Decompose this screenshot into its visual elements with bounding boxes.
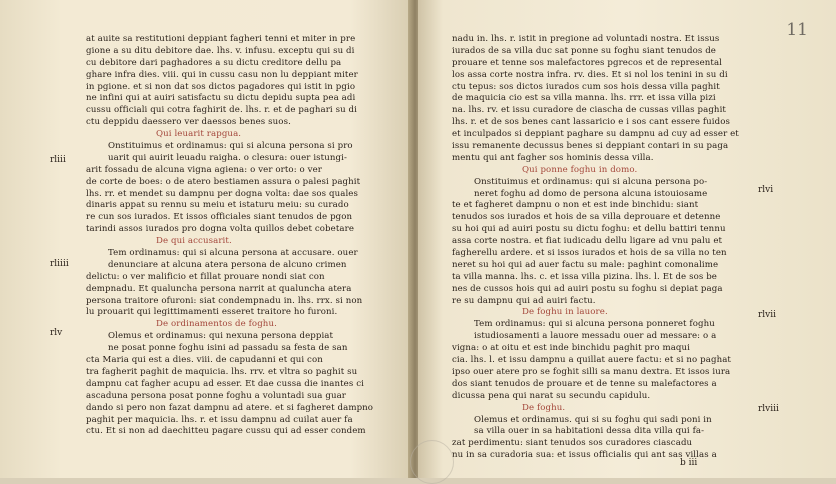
text-line: cu debitore dari paghadores a su dictu creditore dellu pa — [86, 57, 342, 68]
text-line: dinaris appat su rennu su meiu et istaturu meiu: su curado — [86, 200, 349, 211]
text-line: dando si pero non fazat dampnu ad atere. et si fagheret dampno — [86, 402, 374, 413]
text-line: neret su hoi qui ad auer factu su male: paghint comonalime — [452, 259, 719, 270]
rubric-heading: De qui accusarit. — [156, 236, 232, 247]
text-line: ctu deppidu daessero ver daessos benes suos. — [86, 117, 291, 128]
library-stamp — [410, 440, 454, 484]
text-line: sa villa ouer in sa habitationi dessa dita villa qui fa- — [474, 426, 705, 437]
text-line: at auite sa restitutioni deppiant fagheri tenni et miter in pre — [86, 34, 356, 44]
text-line: de maquicia cio est sa villa manna. lhs. rrr. et issa villa pizi — [452, 93, 716, 104]
text-line: paghit per maquicia. lhs. r. et issu dampnu ad cuilat auer fa — [86, 414, 353, 425]
text-line: delictu: o ver malificio et fillat prouare nondi siat con — [86, 271, 325, 282]
text-line: de corte de boes: o de atero bestiamen assura o palesi paghit — [86, 176, 361, 187]
text-line: te et fagheret dampnu o non et est inde binchidu: siant — [452, 200, 699, 211]
text-line: cia. lhs. l. et issu dampnu a quillat auere factu: et si no paghat — [452, 355, 731, 366]
text-line: gione a su ditu debitore dae. lhs. v. infusu. exceptu qui su di — [86, 45, 355, 56]
text-line: iurados de sa villa duc sat ponne su foghu siant tenudos de — [452, 45, 716, 56]
text-line: persona traitore ofuroni: siat condempnadu in. lhs. rrx. si non — [86, 295, 363, 306]
margin-chapter-number: rlv — [50, 328, 63, 338]
folio-number: 11 — [786, 20, 808, 40]
text-line: assa corte nostra. et fiat iudicadu dellu ligare ad vnu palu et — [452, 236, 723, 247]
text-line: cta Maria qui est a dies. viii. de capudanni et qui con — [86, 355, 323, 366]
text-line: arit fossadu de alcuna vigna agiena: o ver orto: o ver — [86, 164, 322, 175]
text-line: dampnu cat fagher acupu ad esser. Et dae cussa die inantes ci — [86, 378, 364, 389]
text-line: ne posat ponne foghu isini ad passadu sa festa de san — [108, 343, 348, 354]
text-line: nes de cussos hois qui ad auiri postu su foghu si depiat paga — [452, 283, 723, 294]
text-line: istudiosamenti a lauore messadu ouer ad messare: o a — [474, 331, 717, 342]
text-line: denunciare at alcuna atera persona de alcuno crimen — [108, 259, 347, 270]
text-line: tenudos sos iurados et hois de sa villa deprouare et detenne — [452, 212, 721, 223]
text-line: dos siant tenudos de prouare et de tenne su malefactores a — [452, 378, 717, 389]
left-page-text — [86, 34, 382, 438]
text-line: tra fagherit paghit de maquicia. lhs. rrv. et vltra so paghit su — [86, 366, 358, 377]
text-line: fagherellu ardere. et si issos iurados et hois de sa villa no ten — [452, 248, 727, 259]
rubric-heading: De foghu. — [522, 402, 566, 413]
text-line: uarit qui auirit leuadu raigha. o clesura: ouer istungi- — [108, 152, 347, 163]
margin-chapter-number: rliii — [50, 155, 66, 165]
text-line: zat perdimentu: siant tenudos sos curadores ciascadu — [452, 438, 693, 449]
text-line: ipso ouer atere pro se foghit silli sa manu dextra. Et issos iura — [452, 366, 731, 377]
signature-mark: b iii — [680, 458, 698, 468]
right-page — [418, 0, 836, 478]
text-line: ta villa manna. lhs. c. et issa villa pizina. lhs. l. Et de sos be — [452, 271, 717, 282]
text-line: nu in sa curadoria sua: et issus officialis qui ant sas villas a — [452, 450, 717, 461]
text-line: lhs. rr. et mendet su dampnu per dogna volta: dae sos quales — [86, 188, 359, 199]
margin-chapter-number: rliiii — [50, 259, 69, 269]
text-line: nadu in. lhs. r. istit in pregione ad voluntadi nostra. Et issus — [452, 34, 720, 44]
rubric-heading: De ordinamentos de foghu. — [156, 319, 277, 330]
text-line: cussu officiali qui cotra faghirit de. lhs. r. et de paghari su di — [86, 105, 358, 116]
text-line: ctu. Et si non ad daechitteu pagare cussu qui ad esser condem — [86, 426, 366, 437]
text-line: re su dampnu qui ad auiri factu. — [452, 295, 596, 306]
text-line: Olemus et ordinamus. qui si su foghu qui sadi poni in — [474, 414, 712, 425]
margin-chapter-number: rlvii — [758, 310, 777, 320]
text-line: tarindi assos iurados pro dogna volta quillos debet cobetare — [86, 224, 355, 235]
text-line: vigna: o at oitu et est inde binchidu paghit pro maqui — [452, 343, 691, 354]
text-line: Tem ordinamus: qui si alcuna persona at accusare. ouer — [108, 248, 358, 259]
text-line: mentu qui ant fagher sos hominis dessa villa. — [452, 152, 654, 163]
text-line: dicussa pena qui narat su secundu capidulu. — [452, 390, 651, 401]
text-line: re cun sos iurados. Et issos officiales siant tenudos de pgon — [86, 212, 353, 223]
text-line: su hoi qui ad auiri postu su dictu foghu: et dellu battiri tennu — [452, 224, 726, 235]
rubric-heading: De foghu in lauore. — [522, 307, 608, 318]
text-line: Onstituimus et ordinamus: qui si alcuna persona si pro — [108, 141, 353, 152]
rubric-heading: Qui ponne foghu in domo. — [522, 164, 638, 175]
text-line: issu remanente decussus benes si deppiant contari in su paga — [452, 141, 729, 152]
rubric-heading: Qui leuarit rapgua. — [156, 129, 242, 140]
text-line: lhs. r. et de sos benes cant lassaricio e i sos cant essere fuidos — [452, 117, 730, 128]
text-line: Onstituimus et ordinamus: qui si alcuna persona po- — [474, 176, 708, 187]
text-line: Olemus et ordinamus: qui nexuna persona deppiat — [108, 331, 334, 342]
left-page — [0, 0, 412, 478]
text-line: ghare infra dies. viii. qui in cussu casu non lu deppiant miter — [86, 69, 358, 80]
text-line: ascaduna persona posat ponne foghu a voluntadi sua guar — [86, 390, 347, 401]
margin-chapter-number: rlviii — [758, 404, 779, 414]
text-line: et inculpados si deppiant paghare su dampnu ad cuy ad esser et — [452, 129, 739, 140]
text-line: los assa corte nostra infra. rv. dies. Et si nol los tenini in su di — [452, 69, 728, 80]
text-line: na. lhs. rv. et issu curadore de ciascha de cussas villas paghit — [452, 105, 726, 116]
right-page-text — [452, 34, 754, 462]
text-line: ctu tepus: sos dictos iurados cum sos hois dessa villa paghit — [452, 81, 720, 92]
text-line: prouare et tenne sos malefactores pgrecos et de represental — [452, 57, 723, 68]
text-line: lu prouarit qui legittimamenti esseret traitore ho furoni. — [86, 307, 338, 318]
text-line: ne infini qui at auiri satisfactu su dictu depidu supta pea adi — [86, 93, 356, 104]
text-line: neret foghu ad domo de persona alcuna istouiosame — [474, 188, 708, 199]
text-line: dempnadu. Et qualuncha persona narrit at qualuncha atera — [86, 283, 352, 294]
text-line: in pgione. et si non dat sos dictos pagadores qui istit in pgio — [86, 81, 356, 92]
margin-chapter-number: rlvi — [758, 185, 774, 195]
text-line: Tem ordinamus: qui si alcuna persona ponneret foghu — [474, 319, 715, 330]
